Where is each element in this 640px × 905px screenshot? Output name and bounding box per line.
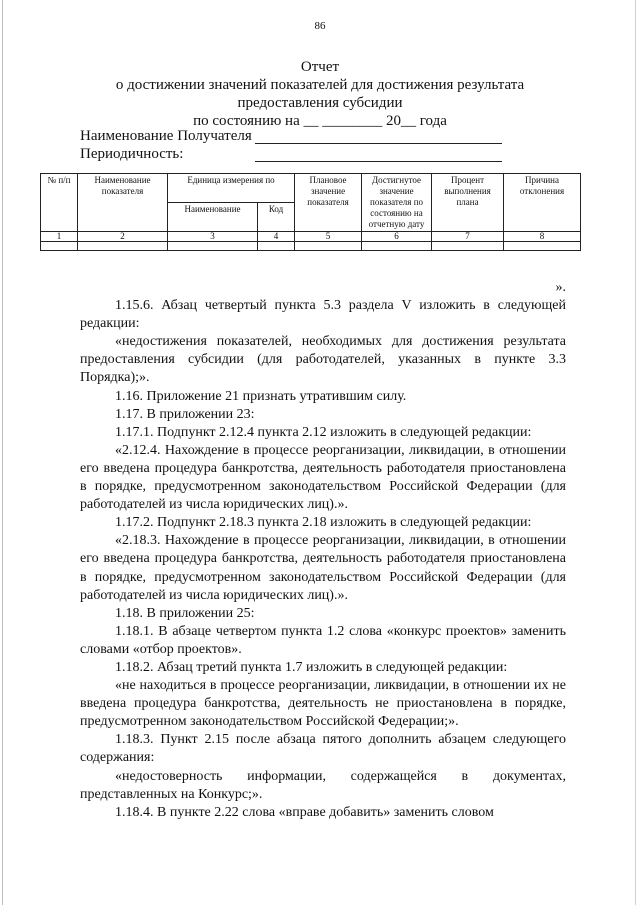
header-unit-name: Наименование	[168, 203, 258, 232]
paragraph: 1.15.6. Абзац четвертый пункта 5.3 раздела V изложить в следующей редакции:	[80, 298, 566, 332]
header-indicator: Наименование показателя	[78, 174, 168, 232]
report-subtitle-line1: о достижении значений показателей для достижения результата	[115, 77, 525, 93]
col-num: 7	[432, 232, 504, 242]
empty-cell	[258, 242, 295, 251]
report-date-line: по состоянию на __ ________ 20__ года	[193, 113, 447, 129]
paragraph: «недостоверность информации, содержащейся в документах, представленных на Конкурс;».	[80, 768, 566, 802]
empty-cell	[504, 242, 581, 251]
col-num: 1	[41, 232, 78, 242]
paragraph: 1.18.1. В абзаце четвертом пункта 1.2 слова «конкурс проектов» заменить словами «отбор проектов».	[80, 623, 566, 657]
col-num: 4	[258, 232, 295, 242]
header-unit: Единица измерения по	[168, 174, 295, 203]
paragraph: 1.16. Приложение 21 признать утратившим силу.	[115, 388, 407, 404]
paragraph: 1.18. В приложении 25:	[115, 605, 255, 621]
empty-cell	[295, 242, 362, 251]
page-number: 86	[314, 20, 326, 32]
report-table	[40, 173, 581, 251]
scan-edge-right	[635, 0, 636, 905]
paragraph: 1.17.1. Подпункт 2.12.4 пункта 2.12 изложить в следующей редакции:	[115, 424, 532, 440]
paragraph: 1.18.2. Абзац третий пункта 1.7 изложить в следующей редакции:	[115, 659, 508, 675]
paragraph: 1.18.4. В пункте 2.22 слова «вправе добавить» заменить словом	[115, 804, 494, 820]
col-num: 3	[168, 232, 258, 242]
empty-data-row	[41, 242, 581, 251]
col-num: 5	[295, 232, 362, 242]
header-reason: Причина отклонения	[504, 174, 581, 232]
header-percent: Процент выполнения плана	[432, 174, 504, 232]
empty-cell	[78, 242, 168, 251]
empty-cell	[432, 242, 504, 251]
empty-cell	[41, 242, 78, 251]
paragraph: «2.12.4. Нахождение в процессе реорганизации, ликвидации, в отношении его введена процедура банкротства, деятельность работодателя приостановлена в порядке, предусмотренном законодательством Российской Федерации (для работодателей из числа юридических лиц).».	[80, 442, 566, 513]
column-number-row	[41, 232, 581, 242]
periodicity-blank-line	[255, 161, 502, 162]
col-num: 6	[362, 232, 432, 242]
periodicity-label: Периодичность:	[80, 146, 184, 162]
paragraph: 1.18.3. Пункт 2.15 после абзаца пятого дополнить абзацем следующего содержания:	[80, 732, 566, 766]
header-num: № п/п	[41, 174, 78, 232]
col-num: 8	[504, 232, 581, 242]
scan-edge-left	[2, 0, 3, 905]
paragraph: 1.17. В приложении 23:	[115, 406, 255, 422]
paragraph: «не находиться в процессе реорганизации, ликвидации, в отношении их не введена процедура банкротства, деятельность не приостановлена в порядке, предусмотренном законодательством Российской Федерации;».	[80, 678, 566, 730]
paragraph: «2.18.3. Нахождение в процессе реорганизации, ликвидации, в отношении его введена процедура банкротства, деятельность работодателя приостановлена в порядке, предусмотренном законодательством Российской Федерации (для работодателей из числа юридических лиц).».	[80, 533, 566, 603]
header-unit-code: Код	[258, 203, 295, 232]
header-planned: Плановое значение показателя	[295, 174, 362, 232]
header-achieved: Достигнутое значение показателя по состоянию на отчетную дату	[362, 174, 432, 232]
report-subtitle-line2: предоставления субсидии	[237, 95, 403, 111]
col-num: 2	[78, 232, 168, 242]
recipient-blank-line	[255, 143, 502, 144]
closing-quote: ».	[555, 280, 566, 295]
amendment-text	[80, 279, 566, 822]
empty-cell	[168, 242, 258, 251]
recipient-label: Наименование Получателя	[80, 128, 252, 144]
report-title: Отчет	[300, 59, 340, 75]
paragraph: 1.17.2. Подпункт 2.18.3 пункта 2.18 изложить в следующей редакции:	[115, 515, 532, 531]
paragraph: «недостижения показателей, необходимых для достижения результата предоставления субсидии (для работодателей, указанных в пункте 3.3 Порядка);».	[80, 334, 566, 386]
empty-cell	[362, 242, 432, 251]
